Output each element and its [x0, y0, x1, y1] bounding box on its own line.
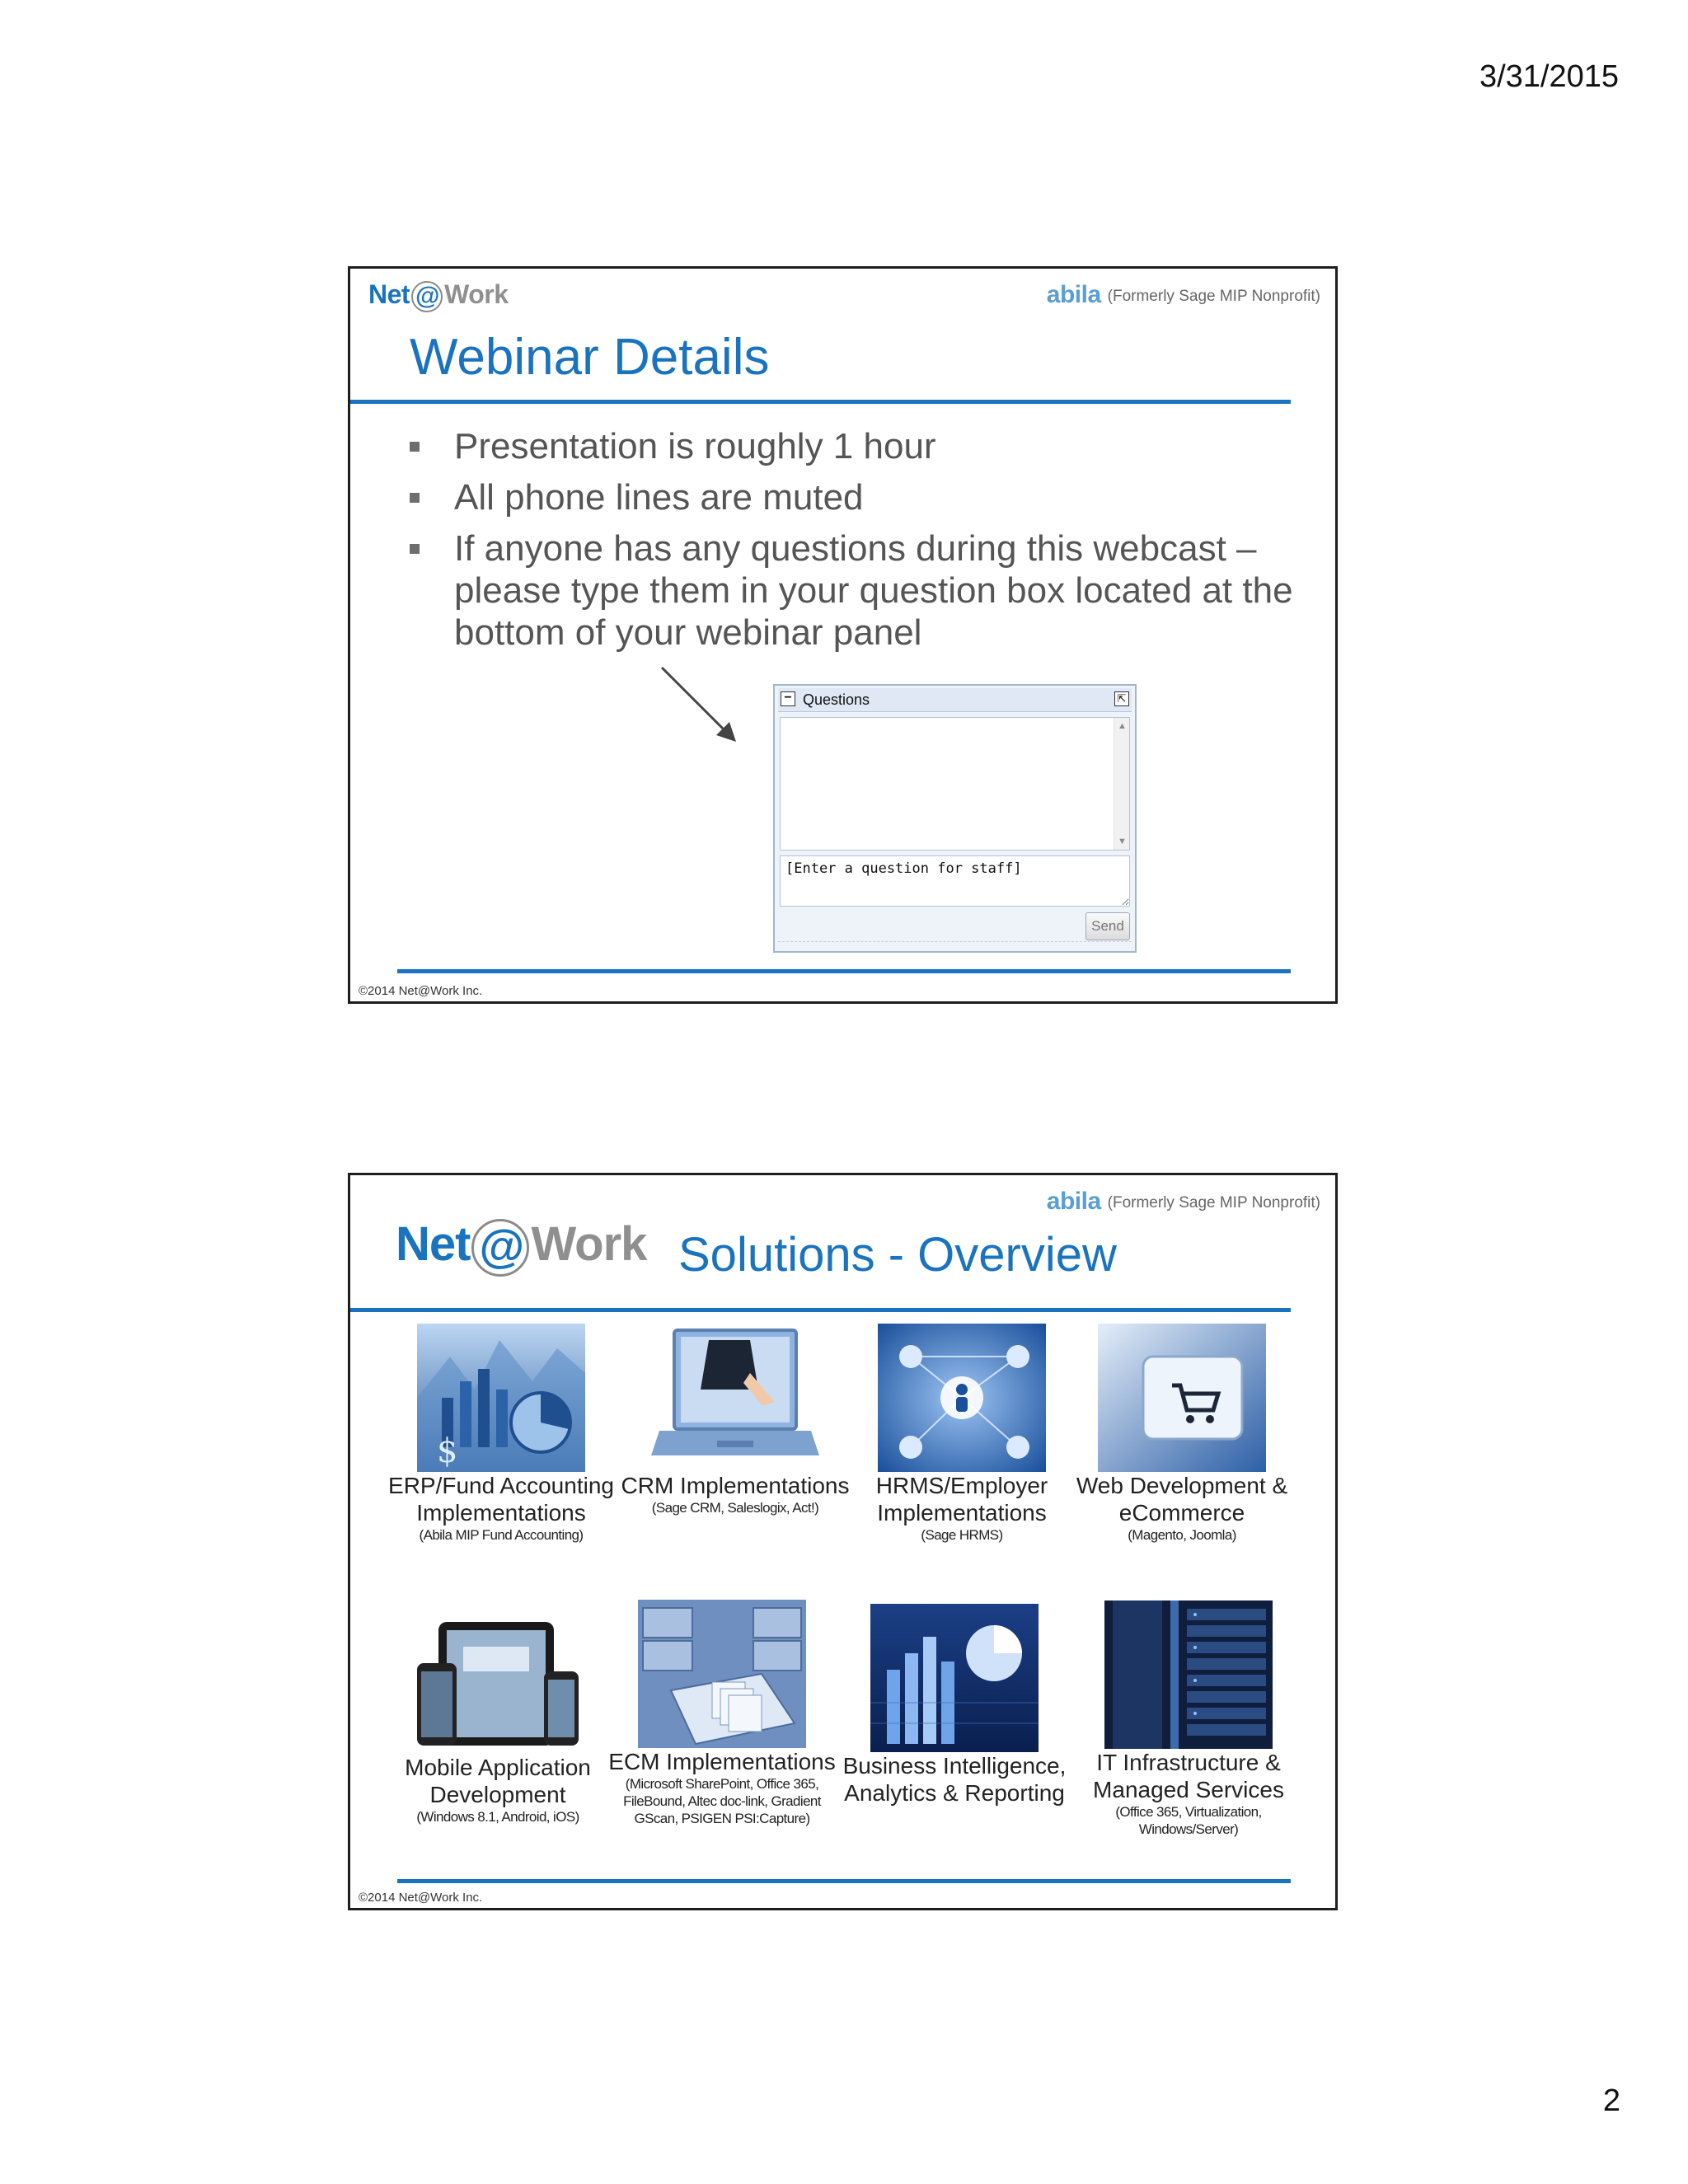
tile-note: (Sage HRMS)	[921, 1527, 1003, 1543]
arrow-icon	[659, 664, 741, 747]
send-button[interactable]: Send	[1085, 912, 1130, 940]
abila-tagline: (Formerly Sage MIP Nonprofit)	[1107, 288, 1320, 305]
tile-title: Business Intelligence, Analytics & Reporting	[842, 1753, 1067, 1806]
slide-webinar-details	[348, 266, 1338, 1004]
tile-title: ECM Implementations	[608, 1749, 836, 1774]
logo-net: Net	[368, 279, 410, 309]
slide-title: Solutions - Overview	[678, 1228, 1117, 1282]
copyright: ©2014 Net@Work Inc.	[359, 1891, 483, 1905]
abila-logo	[1047, 281, 1320, 309]
tile-title: Web Development & eCommerce	[1076, 1473, 1288, 1526]
tile-title: Mobile Application Development	[405, 1755, 591, 1807]
tile-note: (Sage CRM, Saleslogix, Act!)	[651, 1500, 819, 1516]
tile-note: (Microsoft SharePoint, Office 365, FileBound, Altec doc-link, Gradient GScan, PSIGEN PSI:Capture)	[623, 1776, 821, 1826]
tile-crm	[616, 1324, 855, 1516]
mobile-devices-image	[414, 1605, 582, 1754]
bullet-item: All phone lines are muted	[408, 476, 1298, 518]
title-rule	[350, 400, 1291, 404]
cart-key-image	[1098, 1324, 1266, 1472]
title-rule	[350, 1308, 1291, 1312]
tile-bi	[835, 1604, 1074, 1807]
bi-dashboard-image	[870, 1604, 1039, 1752]
abila-logo	[1047, 1188, 1320, 1216]
tile-title: ERP/Fund Accounting Implementations	[388, 1473, 614, 1526]
svg-text:$: $	[437, 1432, 458, 1470]
abila-brand: abila	[1046, 281, 1101, 308]
slide-title: Webinar Details	[410, 329, 770, 386]
questions-panel	[773, 684, 1137, 953]
questions-header	[778, 688, 1132, 712]
logo-at: @	[411, 281, 443, 312]
abila-brand: abila	[1046, 1188, 1101, 1215]
ecm-files-image	[638, 1600, 806, 1748]
hrms-network-image	[878, 1324, 1046, 1472]
page-number: 2	[1602, 2083, 1620, 2118]
tile-hrms	[842, 1324, 1081, 1544]
tile-ecm	[603, 1600, 842, 1827]
crm-laptop-image	[651, 1324, 819, 1472]
page-date: 3/31/2015	[1479, 59, 1619, 94]
scroll-up-icon[interactable]: ▲	[1118, 721, 1127, 731]
slide-solutions-overview	[348, 1173, 1338, 1910]
bullet-item: If anyone has any questions during this webcast – please type them in your question box located at the bottom of your webinar panel	[408, 527, 1298, 654]
tile-title: CRM Implementations	[621, 1473, 850, 1498]
netatwork-logo	[396, 1216, 646, 1277]
logo-work: Work	[444, 279, 509, 309]
it-servers-image	[1104, 1601, 1273, 1749]
tile-erp	[382, 1324, 621, 1544]
erp-chart-image	[417, 1324, 585, 1472]
copyright: ©2014 Net@Work Inc.	[359, 984, 483, 998]
questions-log[interactable]	[780, 717, 1130, 851]
tile-web	[1062, 1324, 1301, 1544]
question-input[interactable]	[780, 855, 1130, 907]
footer-rule	[397, 969, 1291, 973]
abila-tagline: (Formerly Sage MIP Nonprofit)	[1107, 1194, 1320, 1212]
questions-title: Questions	[803, 691, 870, 708]
bullet-item: Presentation is roughly 1 hour	[408, 425, 1298, 467]
logo-work: Work	[531, 1217, 647, 1271]
tile-title: IT Infrastructure & Managed Services	[1093, 1750, 1284, 1802]
tile-title: HRMS/Employer Implementations	[875, 1473, 1048, 1526]
logo-at: @	[471, 1219, 529, 1277]
questions-log-scrollbar[interactable]	[1114, 718, 1129, 850]
collapse-icon[interactable]: −	[781, 691, 795, 706]
tile-mobile	[378, 1605, 617, 1825]
popout-icon[interactable]: ⇱	[1114, 691, 1129, 706]
netatwork-logo	[368, 279, 508, 312]
footer-rule	[397, 1879, 1291, 1883]
logo-net: Net	[396, 1217, 471, 1271]
tile-note: (Windows 8.1, Android, iOS)	[416, 1809, 579, 1825]
scroll-down-icon[interactable]: ▼	[1118, 837, 1127, 846]
tile-note: (Abila MIP Fund Accounting)	[419, 1527, 584, 1543]
tile-note: (Office 365, Virtualization, Windows/Server)	[1115, 1804, 1262, 1837]
bullet-list	[408, 425, 1298, 663]
tile-it	[1069, 1601, 1308, 1838]
tile-note: (Magento, Joomla)	[1128, 1527, 1236, 1543]
panel-resize-grip[interactable]	[778, 941, 1132, 949]
